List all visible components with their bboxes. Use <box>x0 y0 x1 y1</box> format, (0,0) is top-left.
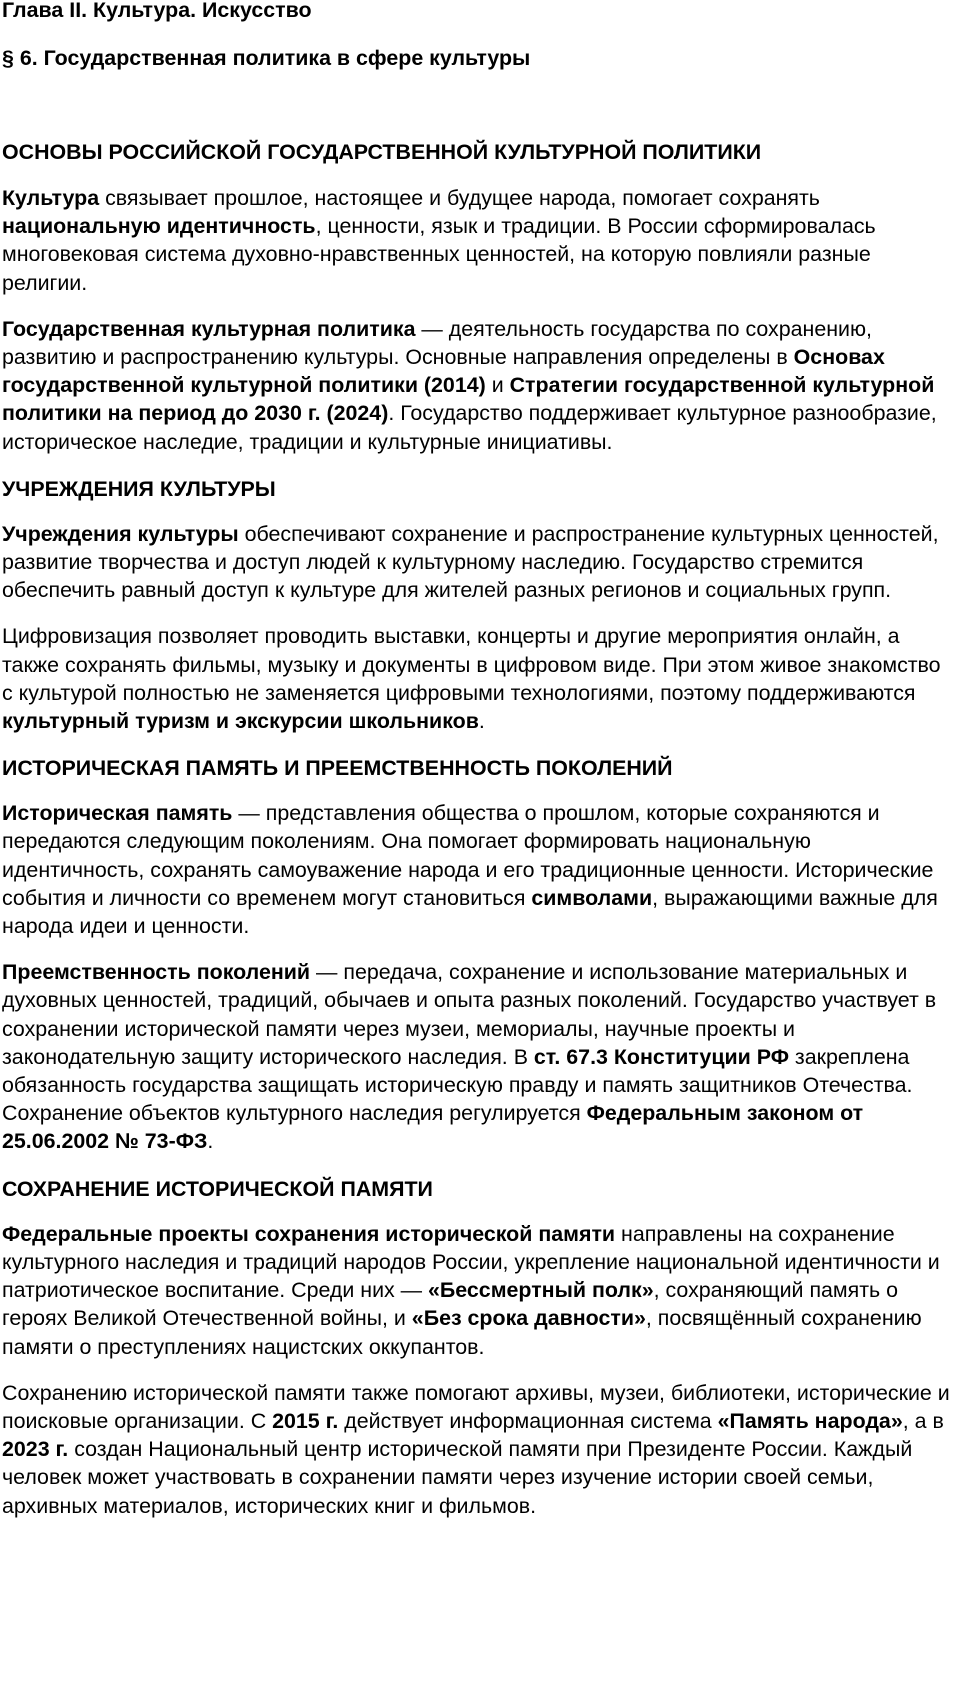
bold-term: Преемственность поколений <box>2 960 311 985</box>
body-paragraph <box>2 1220 954 1361</box>
paragraph-title: § 6. Государственная политика в сфере культуры <box>2 46 531 70</box>
bold-term: «Бессмертный полк» <box>428 1278 654 1303</box>
text-run: создан Национальный центр исторической памяти при Президенте России. Каждый человек может участвовать в сохранении памяти через изучение истории своей семьи, архивных материалов, исторических книг и фильмов. <box>2 1437 913 1518</box>
text-run: связывает прошлое, настоящее и будущее народа, помогает сохранять <box>99 186 820 210</box>
text-run: , ценности, язык и традиции. В России сформировалась многовековая система духовно-нравственных ценностей, на которую повлияли разные религии. <box>2 214 876 295</box>
bold-term: Учреждения культуры <box>2 521 239 546</box>
chapter-title: Глава II. Культура. Искусство <box>2 0 312 22</box>
text-run: , а в <box>902 1408 944 1433</box>
text-run: и <box>485 373 510 398</box>
text-run: Сохранению исторической памяти также помогают архивы, музеи, библиотеки, исторические и поисковые организации. С <box>2 1380 950 1433</box>
body-paragraph <box>2 958 954 1155</box>
body-paragraph <box>2 315 954 456</box>
text-run: обеспечивают сохранение и распространение культурных ценностей, развитие творчества и доступ людей к культурному наследию. Государство стремится обеспечить равный доступ к культуре для жителей разных регионов и социальных групп. <box>2 521 939 603</box>
text-run: закреплена обязанность государства защищать историческую правду и память защитников Отечества. Сохранение объектов культурного наследия регулируется <box>2 1044 913 1126</box>
bold-term: Федеральные проекты сохранения исторической памяти <box>2 1221 616 1246</box>
text-run: направлены на сохранение культурного наследия и традиций народов России, укрепление национальной идентичности и патриотическое воспитание. Среди них — <box>2 1221 940 1303</box>
section-heading: ОСНОВЫ РОССИЙСКОЙ ГОСУДАРСТВЕННОЙ КУЛЬТУРНОЙ ПОЛИТИКИ <box>2 140 762 164</box>
body-paragraph <box>2 184 954 297</box>
bold-term: ст. 67.3 Конституции РФ <box>533 1044 789 1069</box>
bold-term: Федеральным законом от 25.06.2002 № 73-ФЗ <box>2 1101 864 1154</box>
bold-term: Государственная культурная политика <box>2 316 416 341</box>
bold-term: символами <box>531 885 653 910</box>
body-paragraph <box>2 520 954 605</box>
bold-term: Культура <box>2 186 100 210</box>
text-run: Цифровизация позволяет проводить выставки, концерты и другие мероприятия онлайн, а также сохранять фильмы, музыку и документы в цифровом виде. При этом живое знакомство с культурой полностью не заменяется цифровыми технологиями, поэтому поддерживаются <box>2 624 941 705</box>
text-run: — деятельность государства по сохранению, развитию и распространению культуры. Основные направления определены в <box>2 316 872 370</box>
text-run: , посвящённый сохранению памяти о преступлениях нацистских оккупантов. <box>2 1306 922 1359</box>
text-run: — представления общества о прошлом, которые сохраняются и передаются следующим поколениям. Она помогает формировать национальную идентичность, сохранять самоуважение народа и его традиционные ценности. Исторические события и личности со временем могут становиться <box>2 801 934 910</box>
body-paragraph <box>2 622 954 735</box>
bold-term: национальную идентичность <box>2 214 316 239</box>
text-run: . <box>478 709 485 734</box>
body-paragraph <box>2 799 954 940</box>
section-heading: УЧРЕЖДЕНИЯ КУЛЬТУРЫ <box>2 476 276 501</box>
bold-term: Основах государственной культурной политики (2014) <box>2 345 885 398</box>
bold-term: 2023 г. <box>2 1437 69 1462</box>
text-run: — передача, сохранение и использование материальных и духовных ценностей, традиций, обычаев и опыта разных поколений. Государство участвует в сохранении исторической памяти через музеи, мемориалы, научные проекты и законодательную защиту исторического наследия. В <box>2 960 937 1069</box>
body-paragraph <box>2 1379 954 1520</box>
document-body <box>2 138 954 1520</box>
bold-term: Стратегии государственной культурной политики на период до 2030 г. (2024) <box>2 373 935 426</box>
text-run: . Государство поддерживает культурное разнообразие, историческое наследие, традиции и культурные инициативы. <box>2 401 937 454</box>
section-heading: СОХРАНЕНИЕ ИСТОРИЧЕСКОЙ ПАМЯТИ <box>2 1176 433 1201</box>
text-run: , сохраняющий память о героях Великой Отечественной войны, и <box>2 1278 899 1331</box>
bold-term: «Без срока давности» <box>411 1306 646 1331</box>
text-run: действует информационная система <box>338 1408 718 1433</box>
bold-term: «Память народа» <box>717 1408 903 1433</box>
bold-term: Историческая память <box>2 801 233 826</box>
section-heading: ИСТОРИЧЕСКАЯ ПАМЯТЬ И ПРЕЕМСТВЕННОСТЬ ПОКОЛЕНИЙ <box>2 756 673 781</box>
text-run: . <box>207 1129 214 1154</box>
text-run: , выражающими важные для народа идеи и ценности. <box>2 885 938 939</box>
bold-term: 2015 г. <box>272 1408 339 1433</box>
bold-term: культурный туризм и экскурсии школьников <box>2 709 479 734</box>
